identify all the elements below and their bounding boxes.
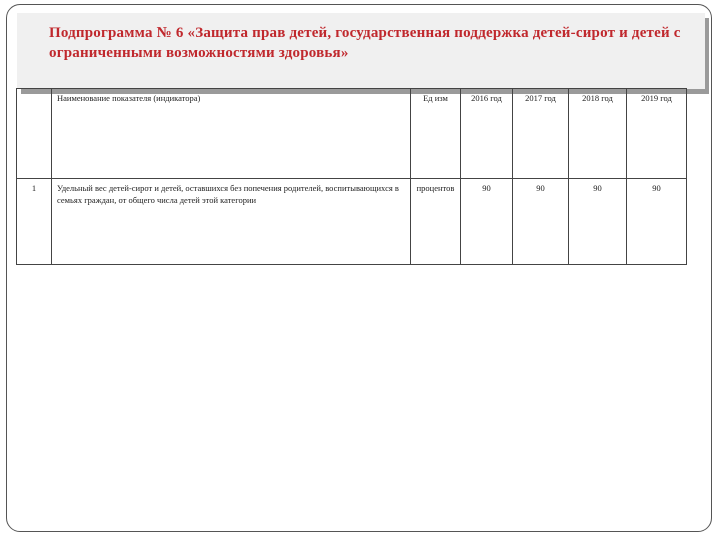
row-value-2017: 90 (513, 179, 569, 265)
header-year-2019: 2019 год (627, 89, 687, 179)
row-indicator-name: Удельный вес детей-сирот и детей, оставшихся без попечения родителей, воспитывающихся в семьях граждан, от общего числа детей этой категории (52, 179, 411, 265)
row-num: 1 (17, 179, 52, 265)
title-banner (17, 13, 705, 89)
table-header-row (17, 89, 687, 179)
slide-frame (6, 4, 712, 532)
header-year-2017: 2017 год (513, 89, 569, 179)
table-row (17, 179, 687, 265)
row-value-2016: 90 (461, 179, 513, 265)
row-value-2019: 90 (627, 179, 687, 265)
slide-title: Подпрограмма № 6 «Защита прав детей, государственная поддержка детей-сирот и детей с ограниченными возможностями здоровья» (49, 25, 681, 61)
indicator-table (16, 88, 687, 265)
row-value-2018: 90 (569, 179, 627, 265)
header-num (17, 89, 52, 179)
header-indicator-name: Наименование показателя (индикатора) (52, 89, 411, 179)
header-year-2016: 2016 год (461, 89, 513, 179)
header-unit: Ед изм (411, 89, 461, 179)
row-unit: процентов (411, 179, 461, 265)
header-year-2018: 2018 год (569, 89, 627, 179)
